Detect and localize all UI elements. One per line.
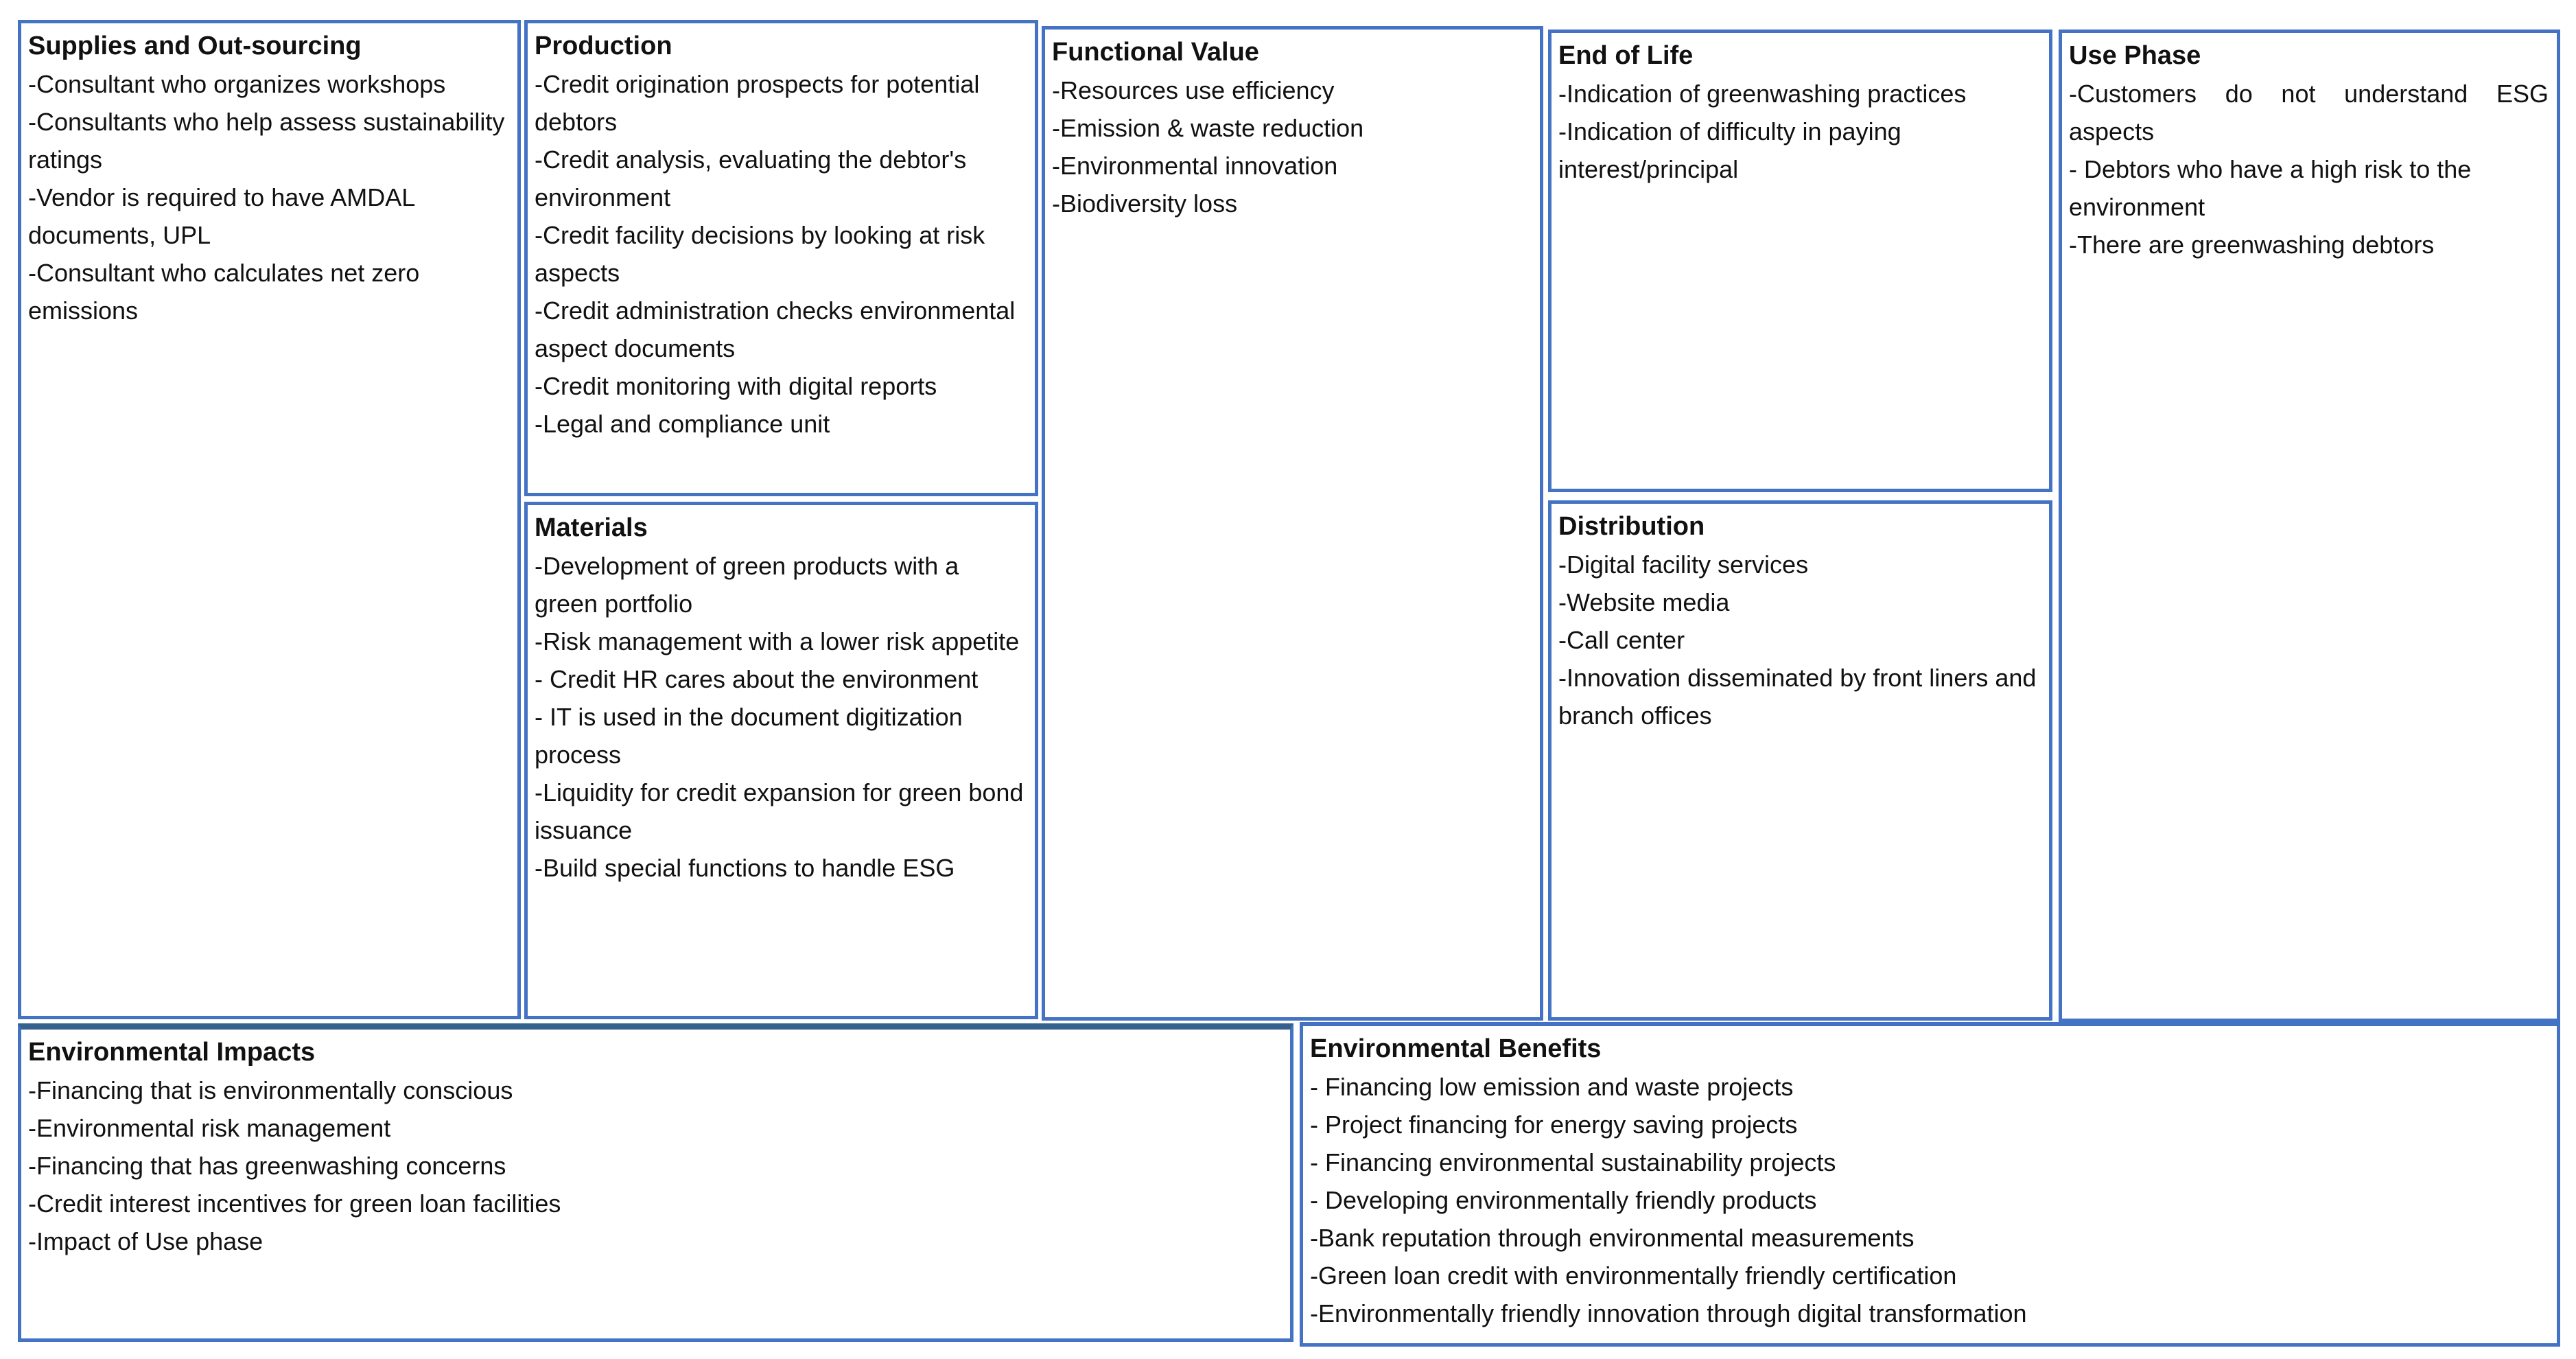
list-item: -Consultant who organizes workshops [28,70,446,98]
list-item: -Environmental innovation [1052,152,1338,180]
list-item: -Consultant who calculates net zero emissions [28,259,427,325]
environmental-impacts-title: Environmental Impacts [28,1038,316,1067]
functional-value-items [1052,71,1532,222]
list-item: -Legal and compliance unit [535,410,830,438]
materials-box [524,502,1038,1019]
list-item: - Financing low emission and waste projects [1310,1073,1794,1101]
list-item: -Liquidity for credit expansion for green bond issuance [535,778,1031,844]
end-of-life-items [1558,75,2041,188]
list-item: -Financing that has greenwashing concerns [28,1152,506,1180]
list-item: - IT is used in the document digitization process [535,703,970,769]
end-of-life-box [1548,30,2052,492]
list-item: -Risk management with a lower risk appetite [535,627,1020,655]
supplies-and-outsourcing-box [18,20,521,1019]
use-phase-title: Use Phase [2069,41,2201,70]
distribution-title: Distribution [1558,512,1705,541]
list-item: -Development of green products with a green portfolio [535,552,966,618]
list-item: -Innovation disseminated by front liners and branch offices [1558,664,2044,730]
list-item: -Consultants who help assess sustainability ratings [28,108,512,174]
list-item: - Developing environmentally friendly products [1310,1186,1817,1214]
distribution-box [1548,500,2052,1021]
list-item: -Indication of difficulty in paying interest/principal [1558,117,1908,183]
list-item: -There are greenwashing debtors [2069,231,2435,259]
list-item: -Vendor is required to have AMDAL documents, UPL [28,183,421,249]
list-item: -Credit facility decisions by looking at risk aspects [535,221,992,287]
environmental-impacts-box [18,1023,1293,1342]
environmental-impacts-items [28,1071,1282,1260]
functional-value-title: Functional Value [1052,38,1259,67]
list-item: - Debtors who have a high risk to the environment [2069,155,2479,221]
use-phase-items [2069,75,2556,264]
end-of-life-title: End of Life [1558,41,1694,70]
list-item: -Credit interest incentives for green loan facilities [28,1189,561,1218]
list-item: -Biodiversity loss [1052,189,1238,218]
supplies-and-outsourcing-title: Supplies and Out-sourcing [28,32,362,60]
list-item: -Indication of greenwashing practices [1558,80,1967,108]
list-item: -Environmental risk management [28,1114,391,1142]
functional-value-box [1042,26,1543,1021]
list-item: - Financing environmental sustainability projects [1310,1148,1836,1176]
distribution-items [1558,546,2044,734]
use-phase-box [2059,30,2560,1022]
list-item: -Emission & waste reduction [1052,114,1364,142]
list-item: -Impact of Use phase [28,1227,264,1255]
list-item: -Bank reputation through environmental measurements [1310,1224,1915,1252]
list-item: -Digital facility services [1558,550,1809,579]
environmental-benefits-items [1310,1068,2549,1332]
materials-items [535,547,1031,887]
list-item: -Financing that is environmentally conscious [28,1076,513,1104]
list-item: -Credit origination prospects for potential debtors [535,70,987,136]
list-item: -Website media [1558,588,1730,616]
list-item: - Credit HR cares about the environment [535,665,979,693]
materials-title: Materials [535,513,648,542]
list-item: -Environmentally friendly innovation through digital transformation [1310,1299,2027,1327]
list-item: - Project financing for energy saving projects [1310,1111,1798,1139]
production-box [524,20,1038,496]
production-title: Production [535,32,672,60]
environmental-benefits-title: Environmental Benefits [1310,1034,1602,1063]
list-item: -Credit monitoring with digital reports [535,372,937,400]
list-item: -Resources use efficiency [1052,76,1335,104]
supplies-and-outsourcing-items [28,65,512,329]
list-item: -Build special functions to handle ESG [535,854,955,882]
list-item: -Credit administration checks environmental aspect documents [535,297,1022,362]
list-item: -Call center [1558,626,1685,654]
environmental-benefits-box [1300,1022,2560,1347]
list-item: -Green loan credit with environmentally friendly certification [1310,1262,1957,1290]
list-item: -Credit analysis, evaluating the debtor's environment [535,146,974,211]
production-items [535,65,1027,443]
list-item: -Customers do not understand ESG aspects [2069,80,2556,146]
